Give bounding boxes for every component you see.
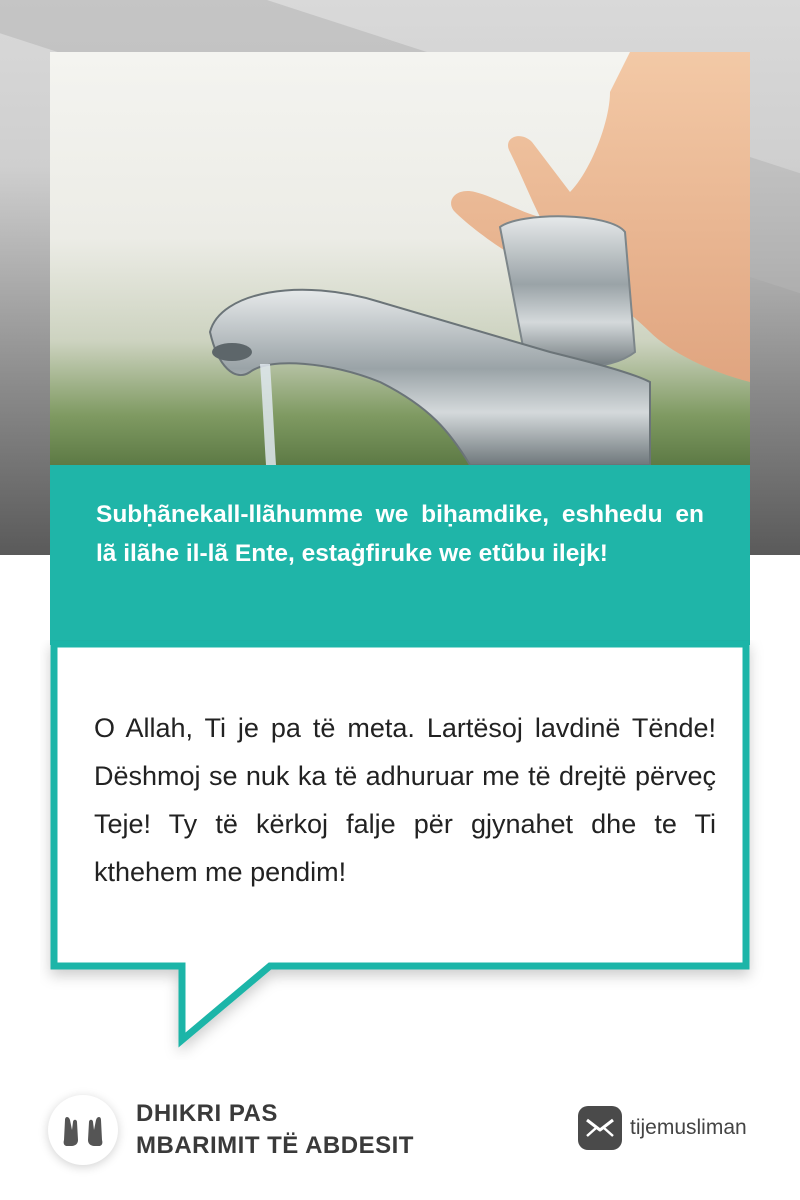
brand-name: tijemusliman <box>630 1116 747 1139</box>
faucet-photo <box>50 52 750 465</box>
brand-logo <box>578 1106 747 1150</box>
faucet-illustration <box>50 52 750 465</box>
envelope-logo-icon <box>578 1106 622 1150</box>
footer-heading-line1: DHIKRI PAS <box>136 1100 278 1127</box>
footer-badge <box>48 1095 118 1165</box>
footer-heading-line2: MBARIMIT TË ABDESIT <box>136 1132 414 1159</box>
arabic-transliteration-box <box>50 465 750 645</box>
translation-bubble <box>40 640 770 1060</box>
footer-heading <box>136 1098 414 1162</box>
dua-transliteration: Subḥãnekall-llãhumme we biḥamdike, eshhedu en lã ilãhe il-lã Ente, estaġfiruke we etũbu ilejk! <box>96 501 704 567</box>
dua-translation: O Allah, Ti je pa të meta. Lartësoj lavdinë Tënde! Dëshmoj se nuk ka të adhuruar me të drejtë përveç Teje! Ty të kërkoj falje për gjynahet dhe te Ti kthehem me pendim! <box>94 713 716 887</box>
praying-hands-icon <box>61 1112 105 1148</box>
